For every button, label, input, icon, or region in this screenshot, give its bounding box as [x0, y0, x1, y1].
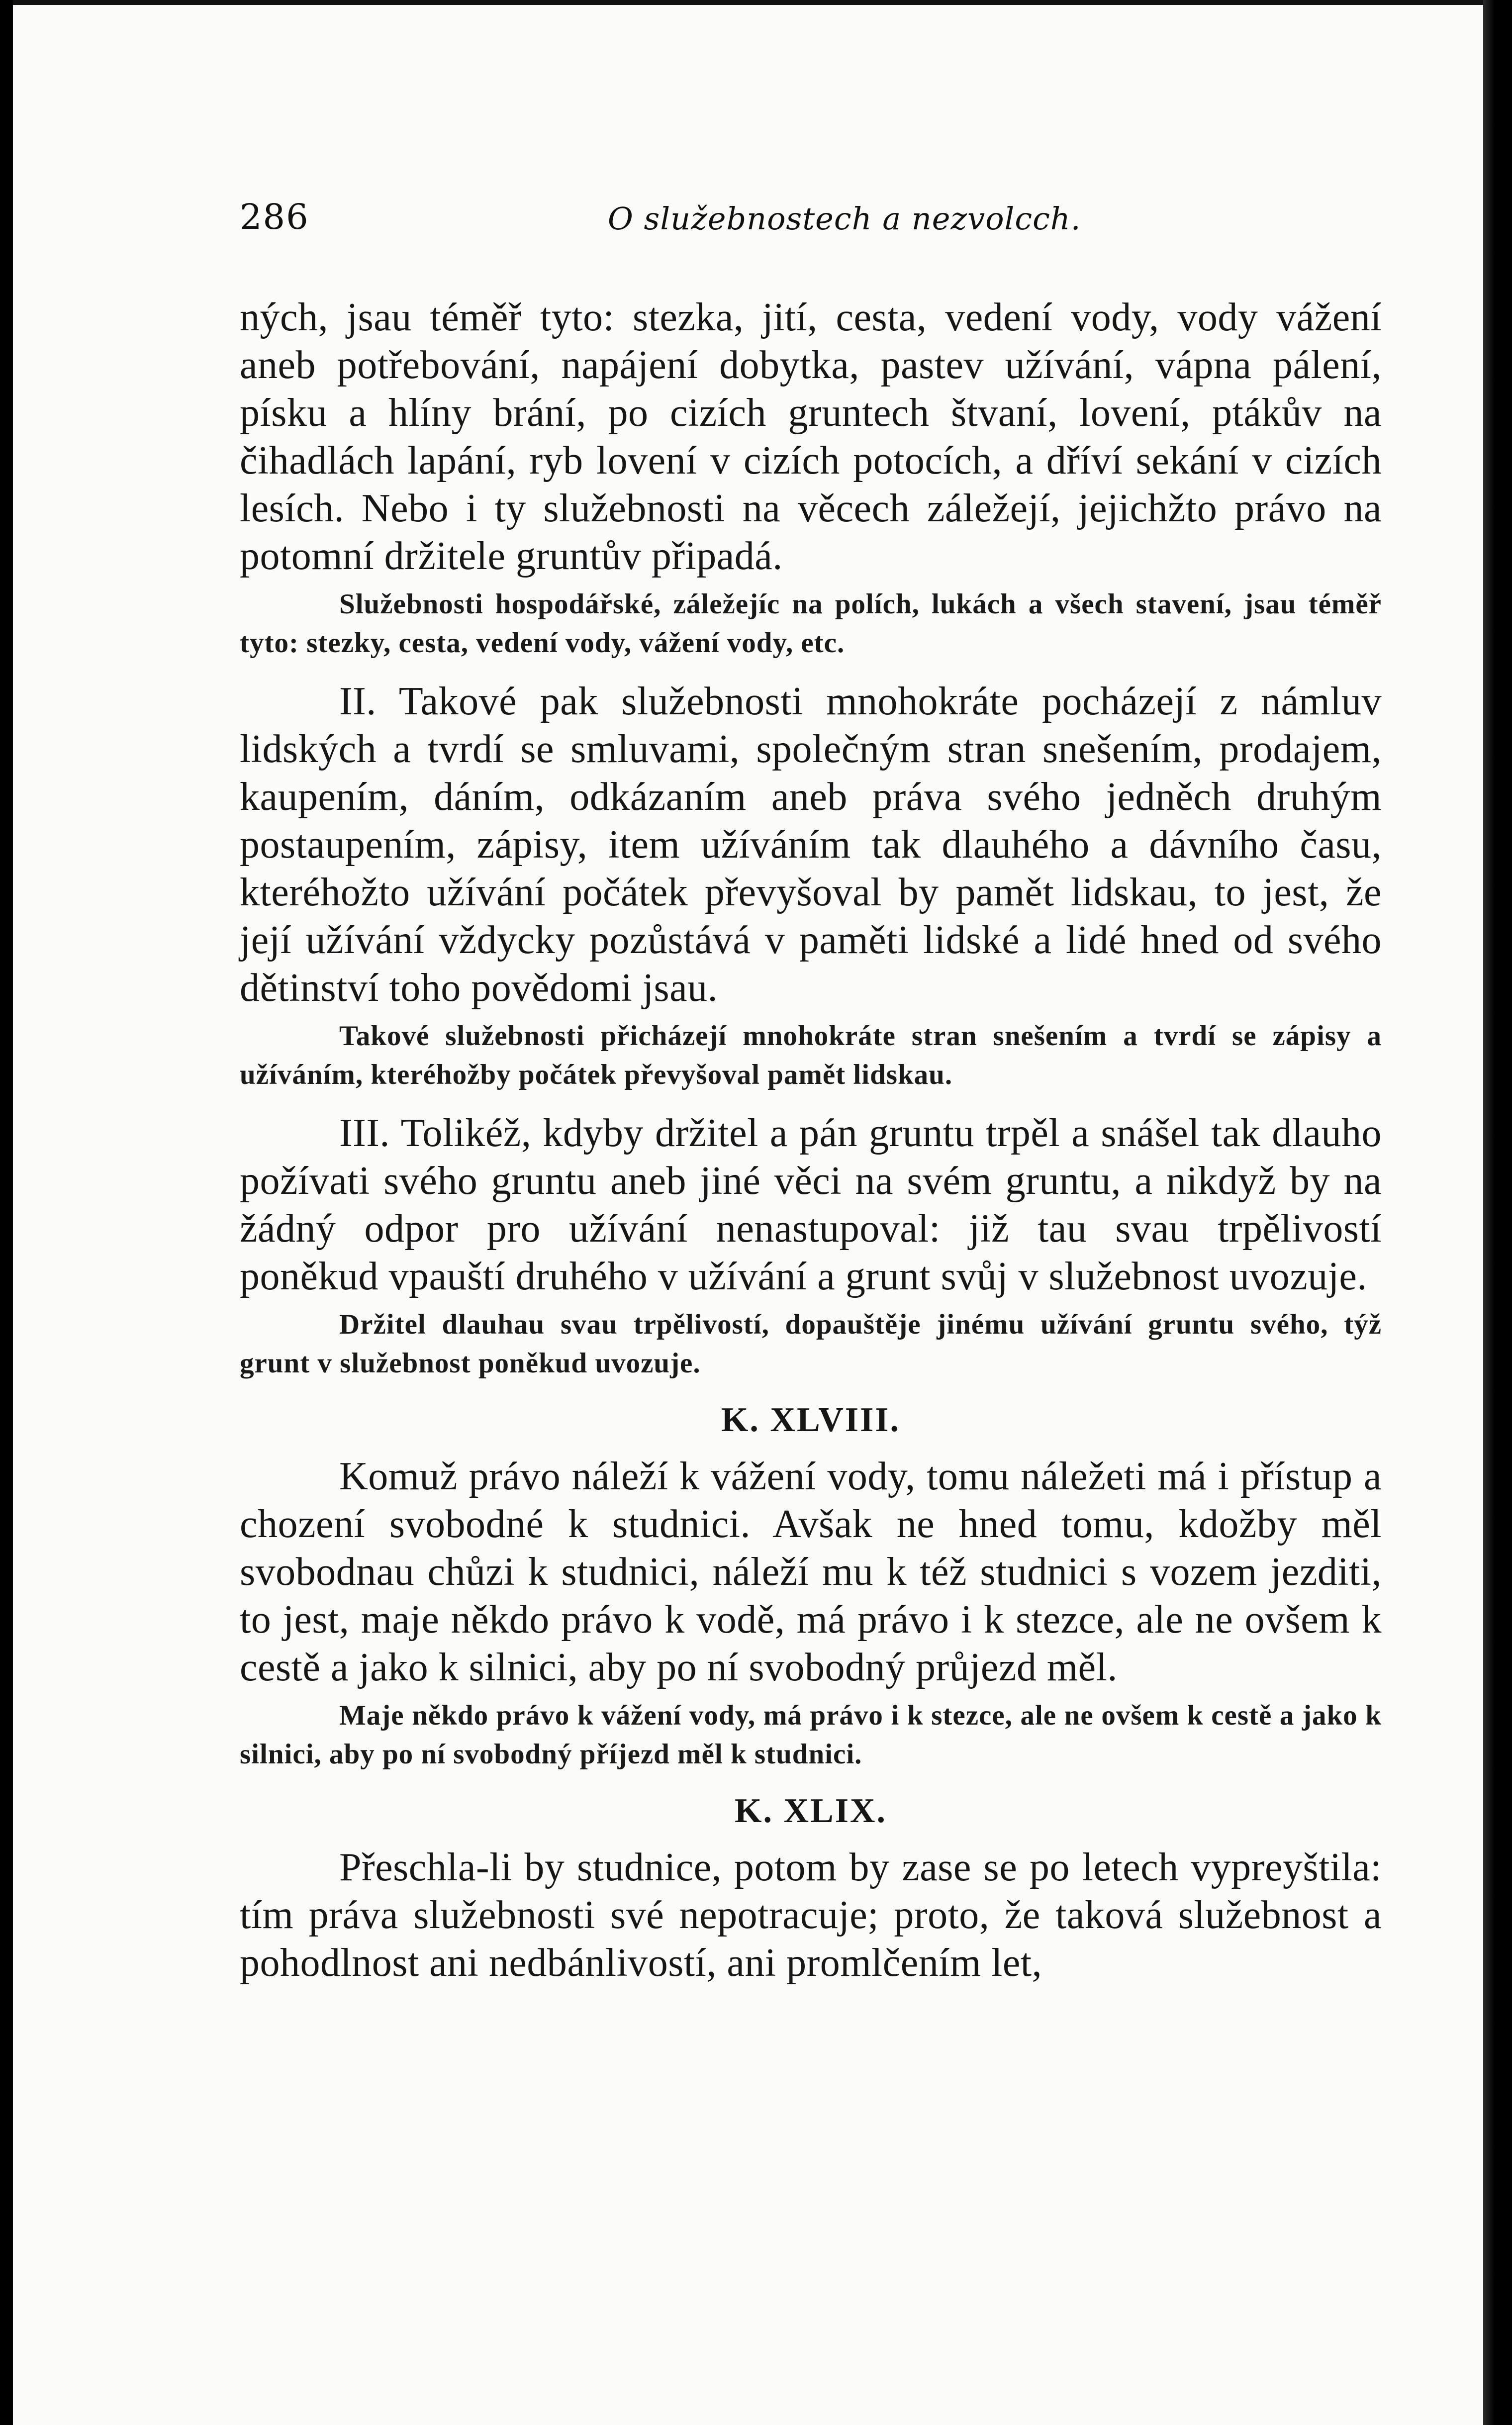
scan-edge-top: [0, 0, 1512, 5]
page-header: [240, 196, 1382, 241]
paragraph-xlviii: Komuž právo náleží k vážení vody, tomu náležeti má i přístup a chození svobodné k studnici. Avšak ne hned tomu, kdožby měl svobodnau chůzi k studnici, náleží mu k též studnici s vozem jezditi, to jest, maje někdo právo k vodě, má právo i k stezce, ale ne ovšem k cestě a jako k silnici, aby po ní svobodný průjezd měl.: [240, 1455, 1382, 1689]
gloss-note: Služebnosti hospodářské, záležejíc na polích, lukách a všech stavení, jsau téměř tyto: stezky, cesta, vedení vody, vážení vody, etc.: [240, 588, 1382, 659]
body-text: [240, 293, 1382, 1987]
paragraph-xlix: Přeschla-li by studnice, potom by zase se po letech vypreyštila: tím práva služebnosti své nepotracuje; proto, že taková služebnost a pohodlnost ani nedbánlivostí, ani promlčením let,: [240, 1845, 1382, 1985]
gloss-note: Maje někdo právo k vážení vody, má právo i k stezce, ale ne ovšem k cestě a jako k silnici, aby po ní svobodný příjezd měl k studnici.: [240, 1700, 1382, 1770]
paragraph-section-iii: III. Tolikéž, kdyby držitel a pán gruntu trpěl a snášel tak dlauho požívati svého gruntu aneb jiné věci na svém gruntu, a nikdyž by na žádný odpor pro užívání nenastupoval: již tau svau trpělivostí poněkud vpauští druhého v užívání a grunt svůj v služebnost uvozuje.: [240, 1111, 1382, 1298]
scan-edge-right: [1483, 0, 1512, 2425]
gloss-note: Držitel dlauhau svau trpělivostí, dopauštěje jinému užívání gruntu svého, týž grunt v služebnost poněkud uvozuje.: [240, 1309, 1382, 1379]
scan-edge-left: [0, 0, 13, 2425]
section-heading-xlviii: K. XLVIII.: [721, 1401, 901, 1439]
page-number: 286: [240, 196, 309, 237]
running-head: O služebnostech a nezvolcch.: [608, 200, 1081, 237]
paragraph-continuation: ných, jsau téměř tyto: stezka, jití, cesta, vedení vody, vody vážení aneb potřebování, napájení dobytka, pastev užívání, vápna pálení, písku a hlíny brání, po cizích gruntech štvaní, lovení, ptákův na čihadlách lapání, ryb lovení v cizích potocích, a dříví sekání v cizích lesích. Nebo i ty služebnosti na věcech záležejí, jejichžto právo na potomní držitele gruntův připadá.: [240, 295, 1382, 578]
paragraph-section-ii: II. Takové pak služebnosti mnohokráte pocházejí z námluv lidských a tvrdí se smluvami, společným stran snešením, prodajem, kaupením, dáním, odkázaním aneb práva svého jedněch druhým postaupením, zápisy, item užíváním tak dlauhého a dávního času, kteréhožto užívání počátek převyšoval by pamět lidskau, to jest, že její užívání vždycky pozůstává v paměti lidské a lidé hned od svého dětinství toho povědomi jsau.: [240, 679, 1382, 1010]
gloss-note: Takové služebnosti přicházejí mnohokráte stran snešením a tvrdí se zápisy a užíváním, kteréhožby počátek převyšoval pamět lidskau.: [240, 1020, 1382, 1090]
section-heading-xlix: K. XLIX.: [735, 1792, 887, 1830]
